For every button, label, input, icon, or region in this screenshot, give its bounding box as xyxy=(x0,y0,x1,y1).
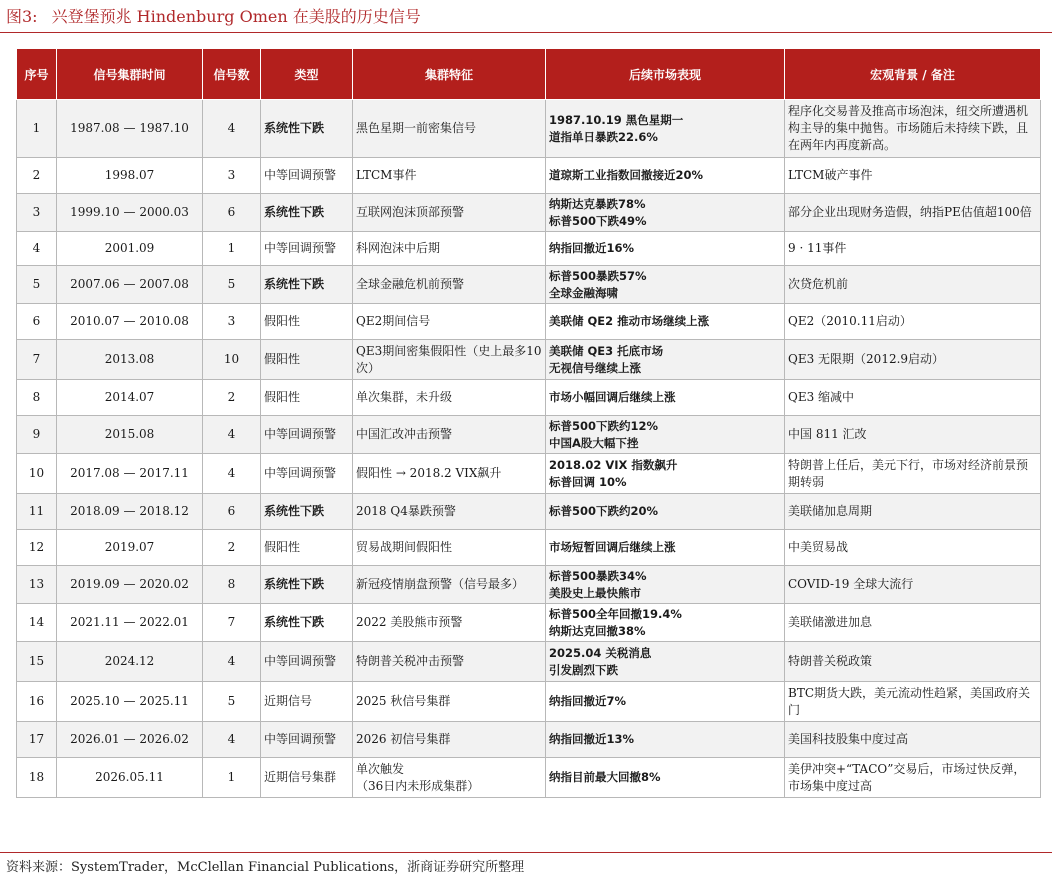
header-feature: 集群特征 xyxy=(353,49,546,100)
table-row xyxy=(17,604,1041,642)
table-row xyxy=(17,416,1041,454)
cell-feature: 2026 初信号集群 xyxy=(353,722,546,758)
performance-line: 2025.04 关税消息 xyxy=(549,645,652,660)
performance-line: 道指单日暴跌22.6% xyxy=(549,129,658,144)
cell-performance xyxy=(546,194,785,232)
cell-note: 美国科技股集中度过高 xyxy=(785,722,1041,758)
table-row xyxy=(17,758,1041,798)
cell-type: 中等回调预警 xyxy=(261,722,353,758)
cell-period: 1999.10 — 2000.03 xyxy=(57,194,203,232)
cell-no: 9 xyxy=(17,416,57,454)
cell-period: 2001.09 xyxy=(57,232,203,266)
cell-performance xyxy=(546,266,785,304)
cell-performance xyxy=(546,416,785,454)
header-count: 信号数 xyxy=(203,49,261,100)
cell-feature: 新冠疫情崩盘预警（信号最多） xyxy=(353,566,546,604)
cell-note: COVID-19 全球大流行 xyxy=(785,566,1041,604)
cell-note: 特朗普关税政策 xyxy=(785,642,1041,682)
header-note: 宏观背景 / 备注 xyxy=(785,49,1041,100)
cell-no: 15 xyxy=(17,642,57,682)
cell-performance xyxy=(546,454,785,494)
cell-performance xyxy=(546,530,785,566)
cell-type: 中等回调预警 xyxy=(261,416,353,454)
performance-line: 纳斯达克暴跌78% xyxy=(549,196,646,211)
cell-period: 2007.06 — 2007.08 xyxy=(57,266,203,304)
cell-feature: 科网泡沫中后期 xyxy=(353,232,546,266)
cell-performance xyxy=(546,304,785,340)
cell-performance xyxy=(546,682,785,722)
cell-count: 5 xyxy=(203,682,261,722)
table-row xyxy=(17,722,1041,758)
cell-no: 16 xyxy=(17,682,57,722)
cell-note: 部分企业出现财务造假，纳指PE估值超100倍 xyxy=(785,194,1041,232)
cell-feature: LTCM事件 xyxy=(353,158,546,194)
cell-period: 2025.10 — 2025.11 xyxy=(57,682,203,722)
cell-period: 2026.01 — 2026.02 xyxy=(57,722,203,758)
cell-performance xyxy=(546,758,785,798)
cell-period: 2019.07 xyxy=(57,530,203,566)
cell-feature: 贸易战期间假阳性 xyxy=(353,530,546,566)
cell-note: 特朗普上任后，美元下行，市场对经济前景预期转弱 xyxy=(785,454,1041,494)
cell-performance xyxy=(546,158,785,194)
performance-line: 美联储 QE3 托底市场 xyxy=(549,343,664,358)
performance-line: 引发剧烈下跌 xyxy=(549,662,618,677)
table-row xyxy=(17,682,1041,722)
cell-feature: QE2期间信号 xyxy=(353,304,546,340)
cell-performance xyxy=(546,494,785,530)
performance-line: 标普回调 10% xyxy=(549,474,627,489)
performance-line: 标普500暴跌34% xyxy=(549,568,647,583)
cell-no: 12 xyxy=(17,530,57,566)
cell-count: 4 xyxy=(203,722,261,758)
figure-title xyxy=(6,4,421,30)
table-row xyxy=(17,530,1041,566)
performance-line: 标普500全年回撤19.4% xyxy=(549,606,682,621)
cell-type: 系统性下跌 xyxy=(261,194,353,232)
table-row xyxy=(17,380,1041,416)
cell-period: 2024.12 xyxy=(57,642,203,682)
hindenburg-signal-table xyxy=(16,48,1041,798)
cell-performance xyxy=(546,100,785,158)
cell-no: 4 xyxy=(17,232,57,266)
cell-period: 2010.07 — 2010.08 xyxy=(57,304,203,340)
table-row xyxy=(17,194,1041,232)
cell-feature: 特朗普关税冲击预警 xyxy=(353,642,546,682)
cell-no: 1 xyxy=(17,100,57,158)
performance-line: 全球金融海啸 xyxy=(549,285,618,300)
cell-count: 2 xyxy=(203,380,261,416)
performance-line: 中国A股大幅下挫 xyxy=(549,435,639,450)
performance-line: 2018.02 VIX 指数飙升 xyxy=(549,457,678,472)
cell-feature: 2025 秋信号集群 xyxy=(353,682,546,722)
cell-period: 2014.07 xyxy=(57,380,203,416)
cell-count: 2 xyxy=(203,530,261,566)
table-row xyxy=(17,266,1041,304)
table-row xyxy=(17,304,1041,340)
cell-type: 系统性下跌 xyxy=(261,494,353,530)
table-row xyxy=(17,232,1041,266)
cell-count: 1 xyxy=(203,758,261,798)
table-row xyxy=(17,340,1041,380)
performance-line: 标普500下跌约20% xyxy=(549,504,659,518)
performance-line: 纳斯达克回撤38% xyxy=(549,623,646,638)
figure-title-text: 兴登堡预兆 Hindenburg Omen 在美股的历史信号 xyxy=(51,7,421,26)
cell-feature: 全球金融危机前预警 xyxy=(353,266,546,304)
cell-note: 次贷危机前 xyxy=(785,266,1041,304)
cell-count: 3 xyxy=(203,304,261,340)
cell-performance xyxy=(546,642,785,682)
cell-count: 8 xyxy=(203,566,261,604)
header-type: 类型 xyxy=(261,49,353,100)
cell-performance xyxy=(546,380,785,416)
cell-count: 4 xyxy=(203,100,261,158)
cell-feature: 黑色星期一前密集信号 xyxy=(353,100,546,158)
cell-performance xyxy=(546,566,785,604)
table-row xyxy=(17,494,1041,530)
cell-type: 系统性下跌 xyxy=(261,266,353,304)
performance-line: 纳指回撤近13% xyxy=(549,732,635,746)
cell-feature: 互联网泡沫顶部预警 xyxy=(353,194,546,232)
cell-count: 4 xyxy=(203,454,261,494)
cell-no: 7 xyxy=(17,340,57,380)
cell-period: 1987.08 — 1987.10 xyxy=(57,100,203,158)
performance-line: 纳指回撤近7% xyxy=(549,694,627,708)
cell-note: LTCM破产事件 xyxy=(785,158,1041,194)
performance-line: 标普500暴跌57% xyxy=(549,268,647,283)
cell-period: 2021.11 — 2022.01 xyxy=(57,604,203,642)
cell-note: 中美贸易战 xyxy=(785,530,1041,566)
table-row xyxy=(17,566,1041,604)
cell-type: 系统性下跌 xyxy=(261,100,353,158)
cell-note: 美联储激进加息 xyxy=(785,604,1041,642)
header-period: 信号集群时间 xyxy=(57,49,203,100)
cell-no: 14 xyxy=(17,604,57,642)
cell-note: QE3 无限期（2012.9启动） xyxy=(785,340,1041,380)
cell-count: 1 xyxy=(203,232,261,266)
cell-performance xyxy=(546,604,785,642)
cell-count: 3 xyxy=(203,158,261,194)
table-row xyxy=(17,454,1041,494)
cell-type: 中等回调预警 xyxy=(261,232,353,266)
cell-performance xyxy=(546,722,785,758)
cell-note: BTC期货大跌，美元流动性趋紧，美国政府关门 xyxy=(785,682,1041,722)
cell-period: 1998.07 xyxy=(57,158,203,194)
cell-no: 10 xyxy=(17,454,57,494)
top-rule xyxy=(0,32,1052,33)
performance-line: 美联储 QE2 推动市场继续上涨 xyxy=(549,314,710,328)
cell-count: 4 xyxy=(203,416,261,454)
bottom-rule xyxy=(0,852,1052,853)
cell-type: 近期信号集群 xyxy=(261,758,353,798)
cell-no: 17 xyxy=(17,722,57,758)
performance-line: 市场短暂回调后继续上涨 xyxy=(549,540,676,554)
table-row xyxy=(17,100,1041,158)
cell-type: 近期信号 xyxy=(261,682,353,722)
cell-note: 美联储加息周期 xyxy=(785,494,1041,530)
performance-line: 市场小幅回调后继续上涨 xyxy=(549,390,676,404)
cell-type: 假阳性 xyxy=(261,530,353,566)
cell-count: 4 xyxy=(203,642,261,682)
performance-line: 标普500下跌49% xyxy=(549,213,647,228)
cell-period: 2015.08 xyxy=(57,416,203,454)
cell-period: 2026.05.11 xyxy=(57,758,203,798)
cell-note: QE3 缩减中 xyxy=(785,380,1041,416)
cell-feature: QE3期间密集假阳性（史上最多10次） xyxy=(353,340,546,380)
cell-type: 假阳性 xyxy=(261,340,353,380)
cell-type: 假阳性 xyxy=(261,380,353,416)
table-row xyxy=(17,158,1041,194)
cell-feature: 2018 Q4暴跌预警 xyxy=(353,494,546,530)
performance-line: 美股史上最快熊市 xyxy=(549,585,641,600)
cell-count: 6 xyxy=(203,194,261,232)
cell-no: 3 xyxy=(17,194,57,232)
cell-count: 10 xyxy=(203,340,261,380)
cell-no: 2 xyxy=(17,158,57,194)
cell-note: 美伊冲突+“TACO”交易后，市场过快反弹，市场集中度过高 xyxy=(785,758,1041,798)
performance-line: 无视信号继续上涨 xyxy=(549,360,641,375)
cell-period: 2013.08 xyxy=(57,340,203,380)
cell-no: 5 xyxy=(17,266,57,304)
header-performance: 后续市场表现 xyxy=(546,49,785,100)
cell-count: 5 xyxy=(203,266,261,304)
cell-type: 中等回调预警 xyxy=(261,158,353,194)
cell-type: 中等回调预警 xyxy=(261,454,353,494)
table-row xyxy=(17,642,1041,682)
cell-note: 9 · 11事件 xyxy=(785,232,1041,266)
cell-feature: 假阳性 → 2018.2 VIX飙升 xyxy=(353,454,546,494)
cell-no: 13 xyxy=(17,566,57,604)
cell-performance xyxy=(546,232,785,266)
cell-period: 2019.09 — 2020.02 xyxy=(57,566,203,604)
cell-type: 中等回调预警 xyxy=(261,642,353,682)
performance-line: 纳指回撤近16% xyxy=(549,241,635,255)
cell-note: 程序化交易普及推高市场泡沫，纽交所遭遇机构主导的集中抛售。市场随后未持续下跌，且在两年内再度新高。 xyxy=(785,100,1041,158)
cell-count: 6 xyxy=(203,494,261,530)
header-no: 序号 xyxy=(17,49,57,100)
cell-note: QE2（2010.11启动） xyxy=(785,304,1041,340)
cell-type: 系统性下跌 xyxy=(261,566,353,604)
cell-no: 11 xyxy=(17,494,57,530)
cell-count: 7 xyxy=(203,604,261,642)
cell-feature: 单次触发 （36日内未形成集群） xyxy=(353,758,546,798)
cell-no: 8 xyxy=(17,380,57,416)
cell-feature: 中国汇改冲击预警 xyxy=(353,416,546,454)
figure-number: 图3: xyxy=(6,7,38,26)
performance-line: 道琼斯工业指数回撤接近20% xyxy=(549,168,704,182)
cell-performance xyxy=(546,340,785,380)
cell-period: 2018.09 — 2018.12 xyxy=(57,494,203,530)
header-row xyxy=(17,49,1041,100)
performance-line: 标普500下跌约12% xyxy=(549,418,659,433)
cell-type: 系统性下跌 xyxy=(261,604,353,642)
cell-no: 18 xyxy=(17,758,57,798)
performance-line: 纳指目前最大回撤8% xyxy=(549,770,661,784)
cell-type: 假阳性 xyxy=(261,304,353,340)
cell-no: 6 xyxy=(17,304,57,340)
cell-note: 中国 811 汇改 xyxy=(785,416,1041,454)
performance-line: 1987.10.19 黑色星期一 xyxy=(549,112,684,127)
cell-period: 2017.08 — 2017.11 xyxy=(57,454,203,494)
cell-feature: 单次集群，未升级 xyxy=(353,380,546,416)
source-note: 资料来源：SystemTrader，McClellan Financial Publications，浙商证券研究所整理 xyxy=(6,860,525,875)
cell-feature: 2022 美股熊市预警 xyxy=(353,604,546,642)
